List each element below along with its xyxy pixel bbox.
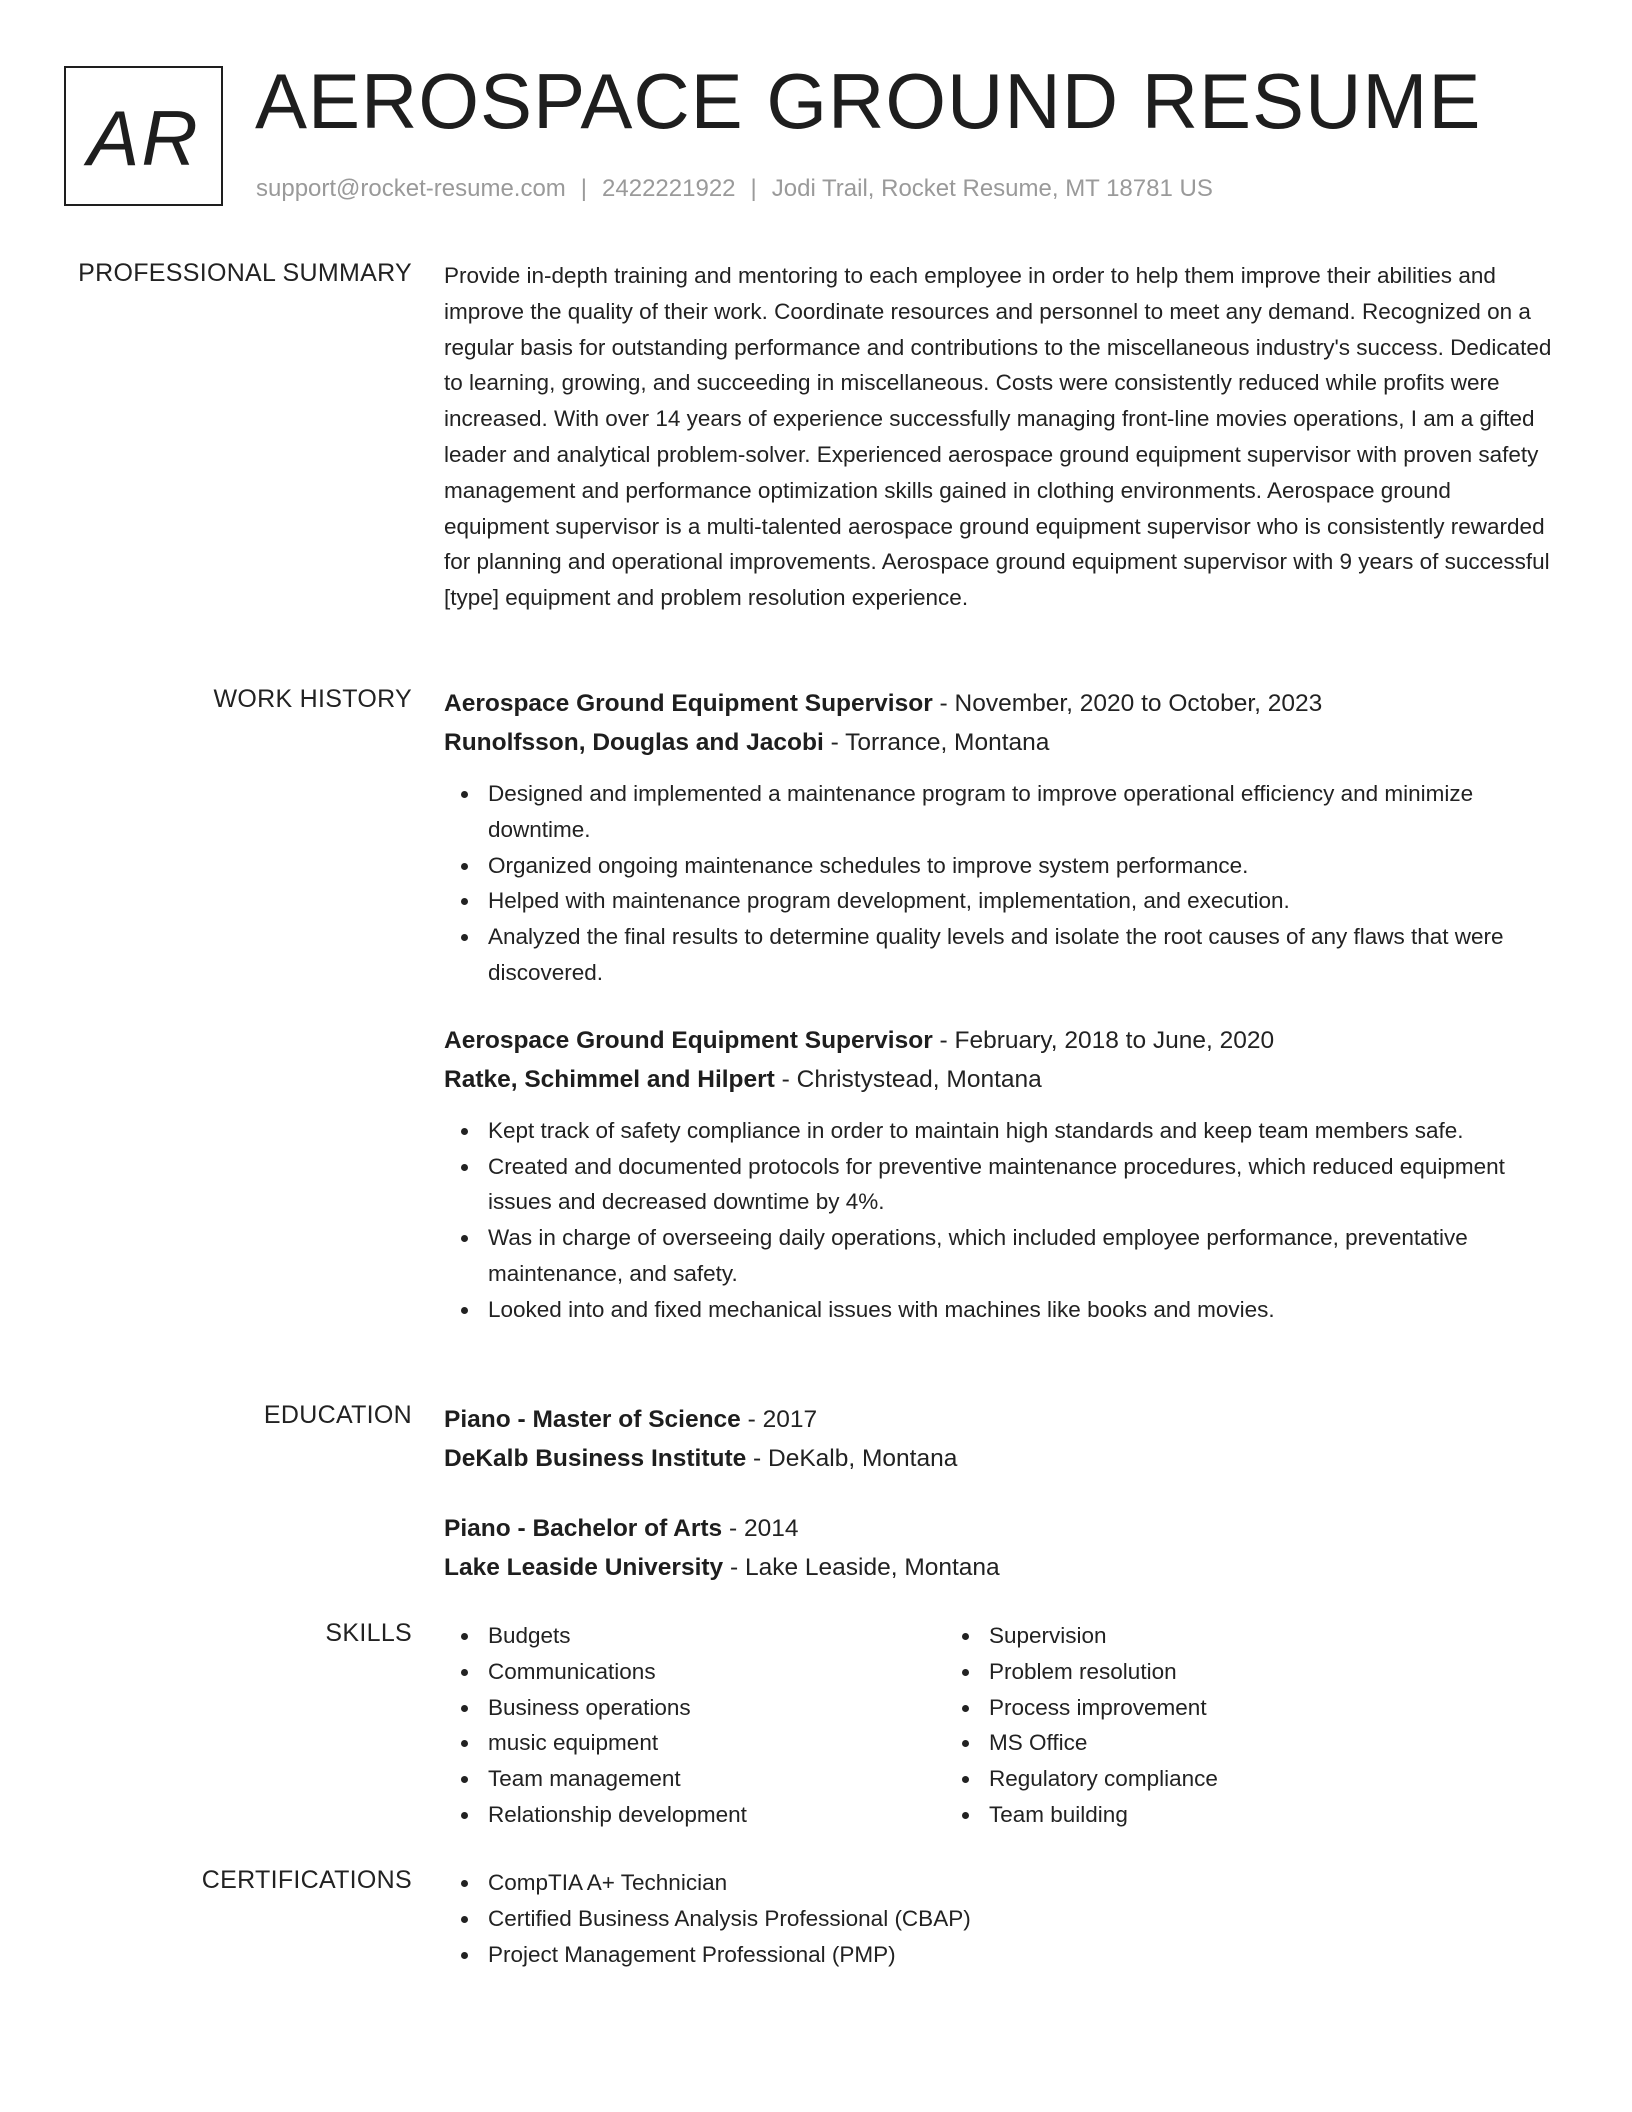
job-bullets xyxy=(444,1113,1554,1328)
job-company: Ratke, Schimmel and Hilpert xyxy=(444,1065,775,1093)
job-bullet: Analyzed the final results to determine quality levels and isolate the root causes of any flaws that were discovered. xyxy=(488,919,1554,991)
skill-item: Business operations xyxy=(488,1690,945,1726)
job-dates: - February, 2018 to June, 2020 xyxy=(932,1026,1275,1054)
degree-line xyxy=(444,1400,1554,1439)
job-dates: - November, 2020 to October, 2023 xyxy=(932,690,1323,717)
section-title-summary: PROFESSIONAL SUMMARY xyxy=(78,259,412,287)
job-entry xyxy=(444,1021,1554,1328)
skill-item: MS Office xyxy=(989,1725,1446,1761)
resume-title: AEROSPACE GROUND RESUME xyxy=(255,57,1482,145)
job-role: Aerospace Ground Equipment Supervisor xyxy=(444,1026,933,1054)
job-bullet: Created and documented protocols for preventive maintenance procedures, which reduced equipment issues and decreased downtime by 4%. xyxy=(488,1149,1554,1221)
certification-item: CompTIA A+ Technician xyxy=(488,1865,1554,1901)
skill-item: Relationship development xyxy=(488,1797,945,1833)
school-name: DeKalb Business Institute xyxy=(444,1445,747,1472)
section-title-skills: SKILLS xyxy=(325,1619,412,1647)
education-entry xyxy=(444,1509,1554,1587)
section-title-work: WORK HISTORY xyxy=(213,685,412,713)
skills-column-right xyxy=(945,1618,1446,1833)
skill-item: Process improvement xyxy=(989,1690,1446,1726)
degree-year: - 2014 xyxy=(722,1515,799,1542)
job-role: Aerospace Ground Equipment Supervisor xyxy=(444,690,933,717)
school-location: - Lake Leaside, Montana xyxy=(723,1554,1000,1581)
school-line xyxy=(444,1548,1554,1587)
skill-item: Team building xyxy=(989,1797,1446,1833)
contact-phone: 2422221922 xyxy=(602,175,736,202)
job-bullet: Helped with maintenance program development, implementation, and execution. xyxy=(488,883,1554,919)
skills-column-left xyxy=(444,1618,945,1833)
job-bullet: Organized ongoing maintenance schedules to improve system performance. xyxy=(488,848,1554,884)
degree-name: Piano - Master of Science xyxy=(444,1406,741,1433)
education-entry xyxy=(444,1400,1554,1478)
job-company-line xyxy=(444,723,1554,762)
skill-item: Problem resolution xyxy=(989,1654,1446,1690)
skill-item: music equipment xyxy=(488,1725,945,1761)
job-company: Runolfsson, Douglas and Jacobi xyxy=(444,729,824,756)
degree-year: - 2017 xyxy=(740,1406,818,1433)
job-title-line xyxy=(444,1021,1554,1060)
job-title-line xyxy=(444,684,1554,723)
skill-item: Communications xyxy=(488,1654,945,1690)
contact-line xyxy=(256,174,1213,204)
contact-separator: | xyxy=(580,175,588,202)
monogram-badge xyxy=(64,66,223,206)
certification-item: Project Management Professional (PMP) xyxy=(488,1937,1554,1973)
degree-name: Piano - Bachelor of Arts xyxy=(444,1515,723,1542)
section-title-education: EDUCATION xyxy=(263,1401,412,1429)
job-bullet: Kept track of safety compliance in order to maintain high standards and keep team members safe. xyxy=(488,1113,1554,1149)
job-bullet: Was in charge of overseeing daily operations, which included employee performance, preventative maintenance, and safety. xyxy=(488,1220,1554,1292)
job-bullet: Designed and implemented a maintenance program to improve operational efficiency and minimize downtime. xyxy=(488,776,1554,848)
job-company-line xyxy=(444,1060,1554,1099)
skill-item: Regulatory compliance xyxy=(989,1761,1446,1797)
school-location: - DeKalb, Montana xyxy=(746,1445,958,1472)
job-entry xyxy=(444,684,1554,991)
school-line xyxy=(444,1439,1554,1478)
summary-text: Provide in-depth training and mentoring to each employee in order to help them improve their abilities and improve the quality of their work. Coordinate resources and personnel to meet any demand. Recognized on a regular basis for outstanding performance and contributions to the miscellaneous industry's success. Dedicated to learning, growing, and succeeding in miscellaneous. Costs were consistently reduced while profits were increased. With over 14 years of experience successfully managing front-line movies operations, I am a gifted leader and analytical problem-solver. Experienced aerospace ground equipment supervisor with proven safety management and performance optimization skills gained in clothing environments. Aerospace ground equipment supervisor is a multi-talented aerospace ground equipment supervisor who is consistently rewarded for planning and operational improvements. Aerospace ground equipment supervisor with 9 years of successful [type] equipment and problem resolution experience. xyxy=(444,263,1552,611)
contact-email: support@rocket-resume.com xyxy=(256,175,566,202)
skill-item: Team management xyxy=(488,1761,945,1797)
certification-list xyxy=(444,1865,1554,1972)
school-name: Lake Leaside University xyxy=(444,1554,724,1581)
skills-grid xyxy=(444,1618,1554,1833)
skill-item: Budgets xyxy=(488,1618,945,1654)
contact-address: Jodi Trail, Rocket Resume, MT 18781 US xyxy=(771,175,1213,202)
skill-item: Supervision xyxy=(989,1618,1446,1654)
certification-item: Certified Business Analysis Professional (CBAP) xyxy=(488,1901,1554,1937)
job-bullets xyxy=(444,776,1554,991)
job-location: - Torrance, Montana xyxy=(823,729,1050,756)
contact-separator: | xyxy=(750,175,757,202)
degree-line xyxy=(444,1509,1554,1548)
job-bullet: Looked into and fixed mechanical issues with machines like books and movies. xyxy=(488,1292,1554,1328)
job-location: - Christystead, Montana xyxy=(774,1065,1042,1093)
section-title-certifications: CERTIFICATIONS xyxy=(201,1866,412,1894)
monogram-initials: AR xyxy=(87,93,200,182)
